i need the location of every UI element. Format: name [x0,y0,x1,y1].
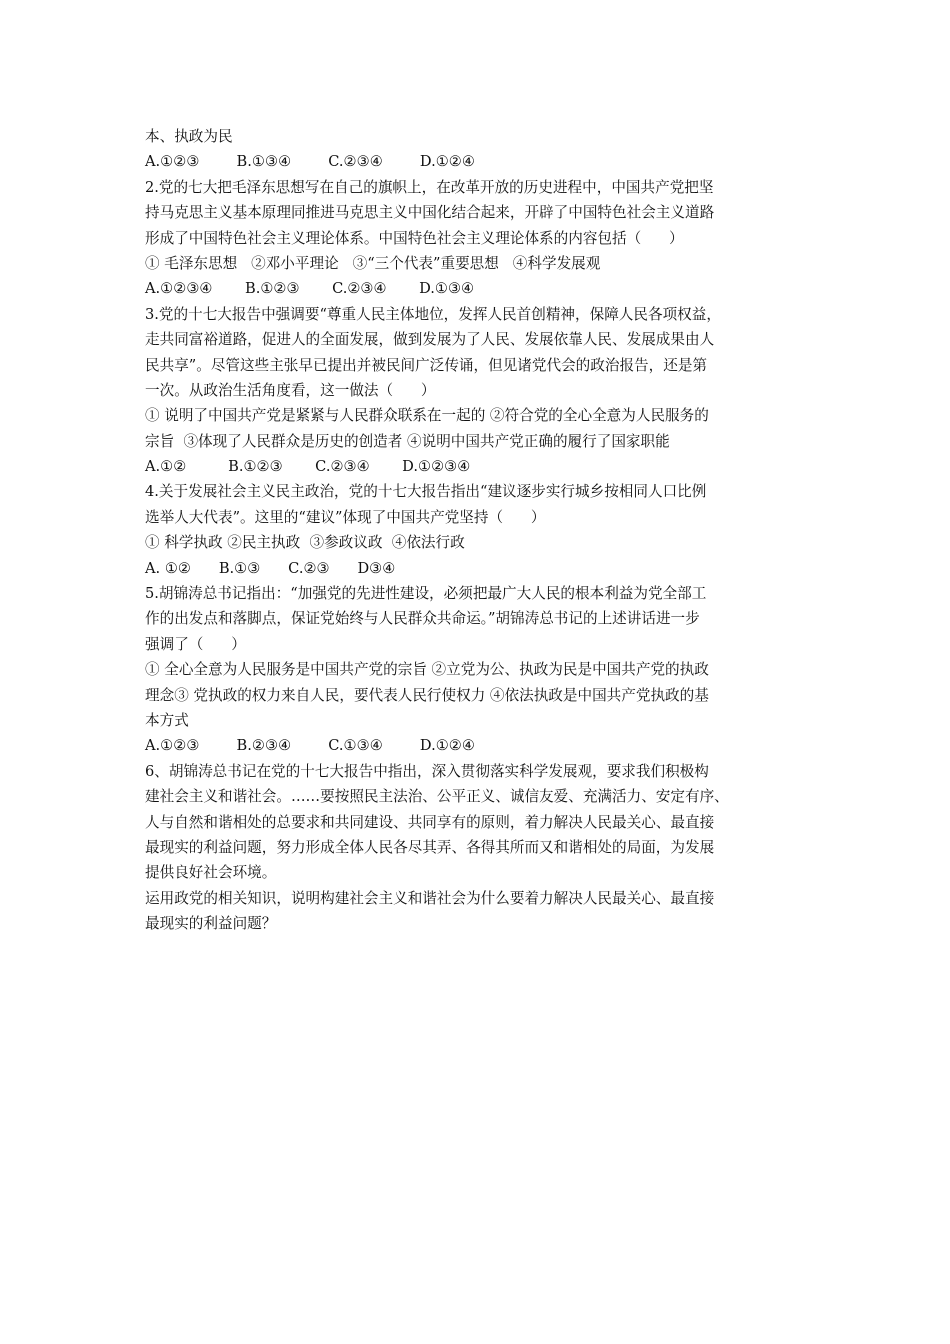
text-line: 选举人大代表”。这里的“建议”体现了中国共产党坚持（ ） [145,508,546,526]
text-line: 持马克思主义基本原理同推进马克思主义中国化结合起来，开辟了中国特色社会主义道路 [145,204,715,222]
question-4: 4.关于发展社会主义民主政治，党的十七大报告指出“建议逐步实行城乡按相同人口比例 [145,483,707,501]
text-line: 理念③ 党执政的权力来自人民，要代表人民行使权力 ④依法执政是中国共产党执政的基 [145,686,709,704]
statement-options: ① 说明了中国共产党是紧紧与人民群众联系在一起的 ②符合党的全心全意为人民服务的 [145,407,709,425]
answer-options: A.①②③ B.①③④ C.②③④ D.①②④ [145,153,475,171]
question-prompt: 运用政党的相关知识，说明构建社会主义和谐社会为什么要着力解决人民最关心、最直接 [145,889,715,907]
answer-options: A. ①② B.①③ C.②③ D③④ [145,559,396,577]
text-line: 提供良好社会环境。 [145,864,277,882]
question-2: 2.党的七大把毛泽东思想写在自己的旗帜上，在改革开放的历史进程中，中国共产党把坚 [145,178,714,196]
answer-options: A.①②③ B.②③④ C.①③④ D.①②④ [145,737,475,755]
text-line: 最现实的利益问题？ [145,915,277,933]
statement-options: ① 科学执政 ②民主执政 ③参政议政 ④依法行政 [145,534,465,552]
question-5: 5.胡锦涛总书记指出：“加强党的先进性建设，必须把最广大人民的根本利益为党全部工 [145,585,707,603]
text-line: 最现实的利益问题，努力形成全体人民各尽其弄、各得其所而又和谐相处的局面，为发展 [145,838,715,856]
statement-options: ① 全心全意为人民服务是中国共产党的宗旨 ②立党为公、执政为民是中国共产党的执政 [145,661,709,679]
text-line: 形成了中国特色社会主义理论体系。中国特色社会主义理论体系的内容包括（ ） [145,229,684,247]
text-line: 作的出发点和落脚点，保证党始终与人民群众共命运。”胡锦涛总书记的上述讲话进一步 [145,610,700,628]
text-line: 走共同富裕道路，促进人的全面发展，做到发展为了人民、发展依靠人民、发展成果由人 [145,331,715,349]
text-line: 宗旨 ③体现了人民群众是历史的创造者 ④说明中国共产党正确的履行了国家职能 [145,432,670,450]
answer-options: A.①② B.①②③ C.②③④ D.①②③④ [145,458,471,476]
question-6: 6、胡锦涛总书记在党的十七大报告中指出，深入贯彻落实科学发展观，要求我们积极构 [145,762,709,780]
text-line: 一次。从政治生活角度看，这一做法（ ） [145,381,436,399]
text-line: 强调了（ ） [145,635,246,653]
answer-options: A.①②③④ B.①②③ C.②③④ D.①③④ [145,280,475,298]
text-line: 本、执政为民 [145,128,233,145]
text-line: 人与自然和谐相处的总要求和共同建设、共同享有的原则，着力解决人民最关心、最直接 [145,813,715,831]
text-line: 本方式 [145,711,189,729]
statement-options: ① 毛泽东思想 ②邓小平理论 ③“三个代表”重要思想 ④科学发展观 [145,254,601,272]
document-body [145,124,815,937]
text-line: 建社会主义和谐社会。……要按照民主法治、公平正义、诚信友爱、充满活力、安定有序、 [145,788,729,806]
question-3: 3.党的十七大报告中强调要“尊重人民主体地位，发挥人民首创精神，保障人民各项权益， [145,305,721,323]
text-line: 民共享”。尽管这些主张早已提出并被民间广泛传诵，但见诸党代会的政治报告，还是第 [145,356,708,374]
